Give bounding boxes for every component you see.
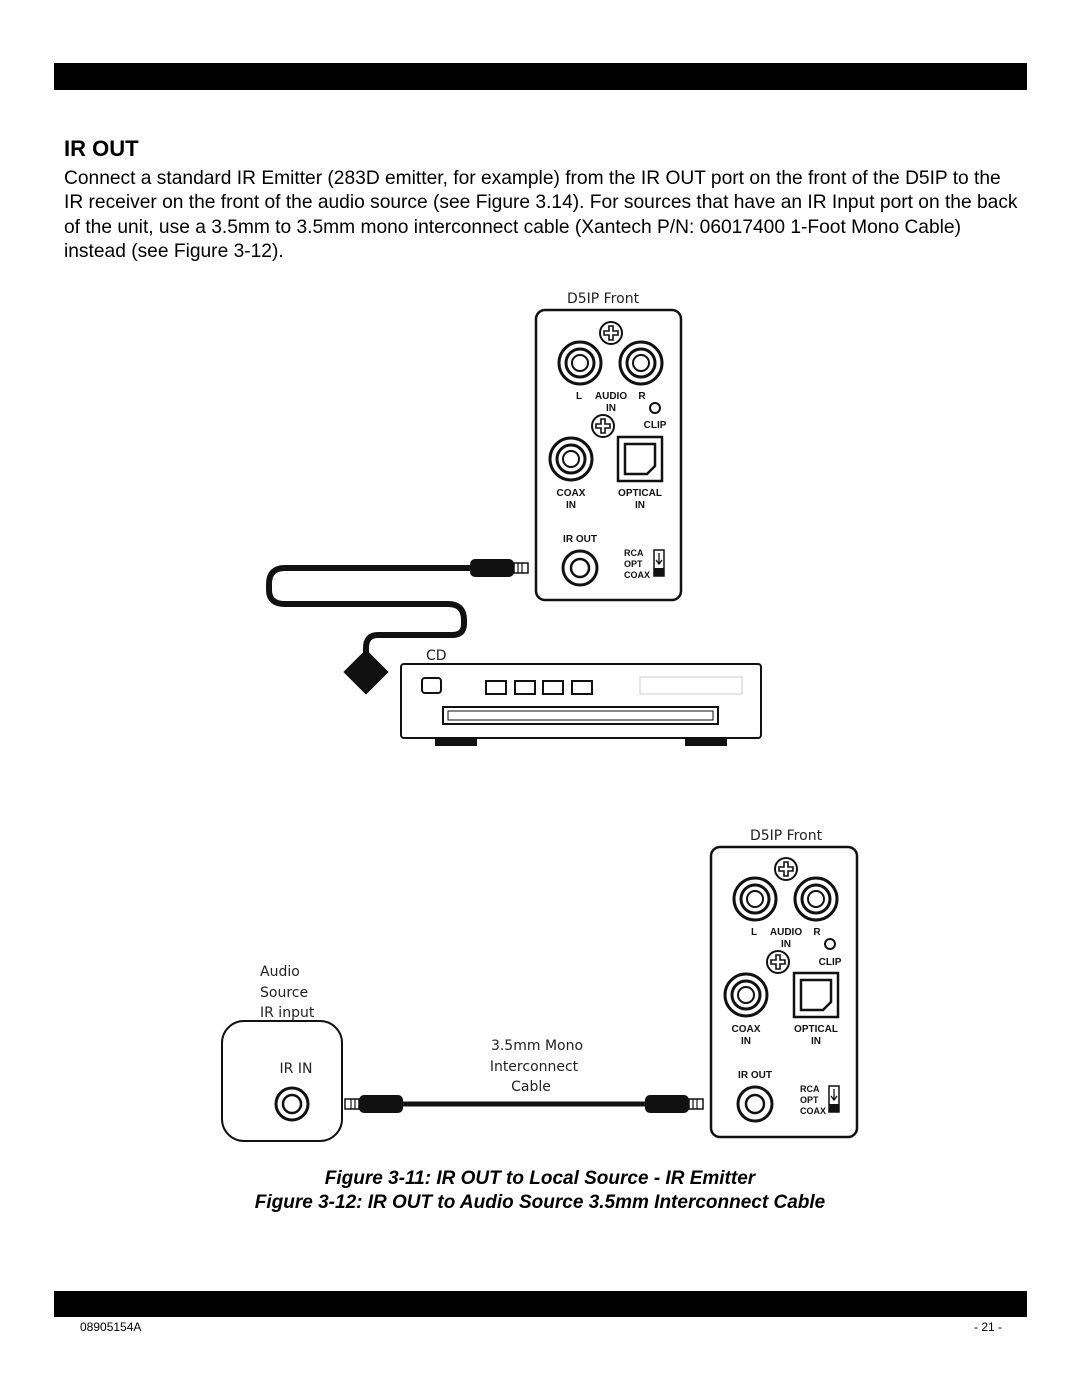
intro-paragraph: Connect a standard IR Emitter (283D emitter, for example) from the IR OUT port on the front of the D5IP to the IR receiver on the front of the audio source (see Figure 3.14). For sources that have an IR Input port on the back of the unit, use a 3.5mm to 3.5mm mono interconnect cable (Xantech P/N: 06017400 1-Foot Mono Cable) instead (see Figure 3-12). xyxy=(64,168,1018,262)
optical-label: OPTICAL xyxy=(794,1024,838,1035)
figure-caption-1: Figure 3-11: IR OUT to Local Source - IR Emitter xyxy=(324,1168,756,1189)
audio-label: AUDIO xyxy=(769,927,803,938)
ir-out-label: IR OUT xyxy=(563,534,597,545)
footer-bar xyxy=(54,1291,1027,1317)
switch-coax-label: COAX xyxy=(624,570,651,580)
cable-label-line2: Interconnect xyxy=(489,1059,579,1075)
screw-icon xyxy=(775,858,797,880)
section-heading: IR OUT xyxy=(64,136,139,161)
audio-l-label: L xyxy=(750,927,758,938)
screw-icon xyxy=(767,951,789,973)
document-number: 08905154A xyxy=(80,1320,142,1334)
source-label-line3: IR input xyxy=(260,1005,315,1021)
coax-label: COAX xyxy=(556,488,586,499)
power-button xyxy=(422,678,441,693)
audio-in-label: IN xyxy=(781,939,791,950)
audio-r-jack xyxy=(620,342,662,384)
audio-l-label: L xyxy=(575,391,583,402)
source-label-line1: Audio xyxy=(260,964,300,980)
optical-in-label: IN xyxy=(635,500,645,511)
screw-icon xyxy=(600,322,622,344)
clip-led-icon xyxy=(825,939,835,949)
clip-led-icon xyxy=(650,403,660,413)
optical-in-port xyxy=(794,973,838,1017)
switch-rca-label: RCA xyxy=(624,548,644,558)
clip-label: CLIP xyxy=(643,420,667,431)
cd-display xyxy=(640,677,742,694)
audio-l-jack xyxy=(559,342,601,384)
cable-label-line3: Cable xyxy=(511,1079,551,1095)
ir-out-label: IR OUT xyxy=(738,1070,772,1081)
coax-label: COAX xyxy=(731,1024,761,1035)
coax-in-jack xyxy=(725,974,767,1016)
audio-r-label: R xyxy=(813,927,821,938)
plug-icon xyxy=(345,1095,403,1113)
page-number: - 21 - xyxy=(973,1320,1002,1334)
figure-caption-2: Figure 3-12: IR OUT to Audio Source 3.5mm Interconnect Cable xyxy=(254,1192,826,1213)
clip-label: CLIP xyxy=(818,957,842,968)
screw-icon xyxy=(592,415,614,437)
coax-in-label: IN xyxy=(741,1036,751,1047)
panel-title: D5IP Front xyxy=(566,291,640,307)
panel-title: D5IP Front xyxy=(749,828,823,844)
cd-label: CD xyxy=(426,648,447,664)
audio-l-jack xyxy=(734,878,776,920)
source-switch-icon xyxy=(654,550,664,576)
emitter-cable xyxy=(269,568,470,660)
audio-r-jack xyxy=(795,878,837,920)
plug-icon xyxy=(470,559,528,577)
figure-3-12 xyxy=(222,828,857,1141)
switch-rca-label: RCA xyxy=(800,1084,820,1094)
optical-in-label: IN xyxy=(811,1036,821,1047)
switch-opt-label: OPT xyxy=(624,559,643,569)
optical-in-port xyxy=(618,437,662,481)
coax-in-jack xyxy=(550,438,592,480)
audio-label: AUDIO xyxy=(594,391,628,402)
audio-r-label: R xyxy=(638,391,646,402)
cd-player xyxy=(401,664,761,738)
source-label-line2: Source xyxy=(260,985,309,1001)
cable-label-line1: 3.5mm Mono xyxy=(490,1038,584,1054)
coax-in-label: IN xyxy=(566,500,576,511)
figure-3-11 xyxy=(269,291,761,746)
optical-label: OPTICAL xyxy=(618,488,662,499)
plug-icon xyxy=(645,1095,703,1113)
ir-emitter-icon xyxy=(343,649,388,694)
ir-in-label: IR IN xyxy=(279,1061,313,1077)
audio-in-label: IN xyxy=(606,403,616,414)
switch-coax-label: COAX xyxy=(800,1106,827,1116)
switch-opt-label: OPT xyxy=(800,1095,819,1105)
audio-source-box xyxy=(222,1021,342,1141)
source-switch-icon xyxy=(829,1086,839,1112)
